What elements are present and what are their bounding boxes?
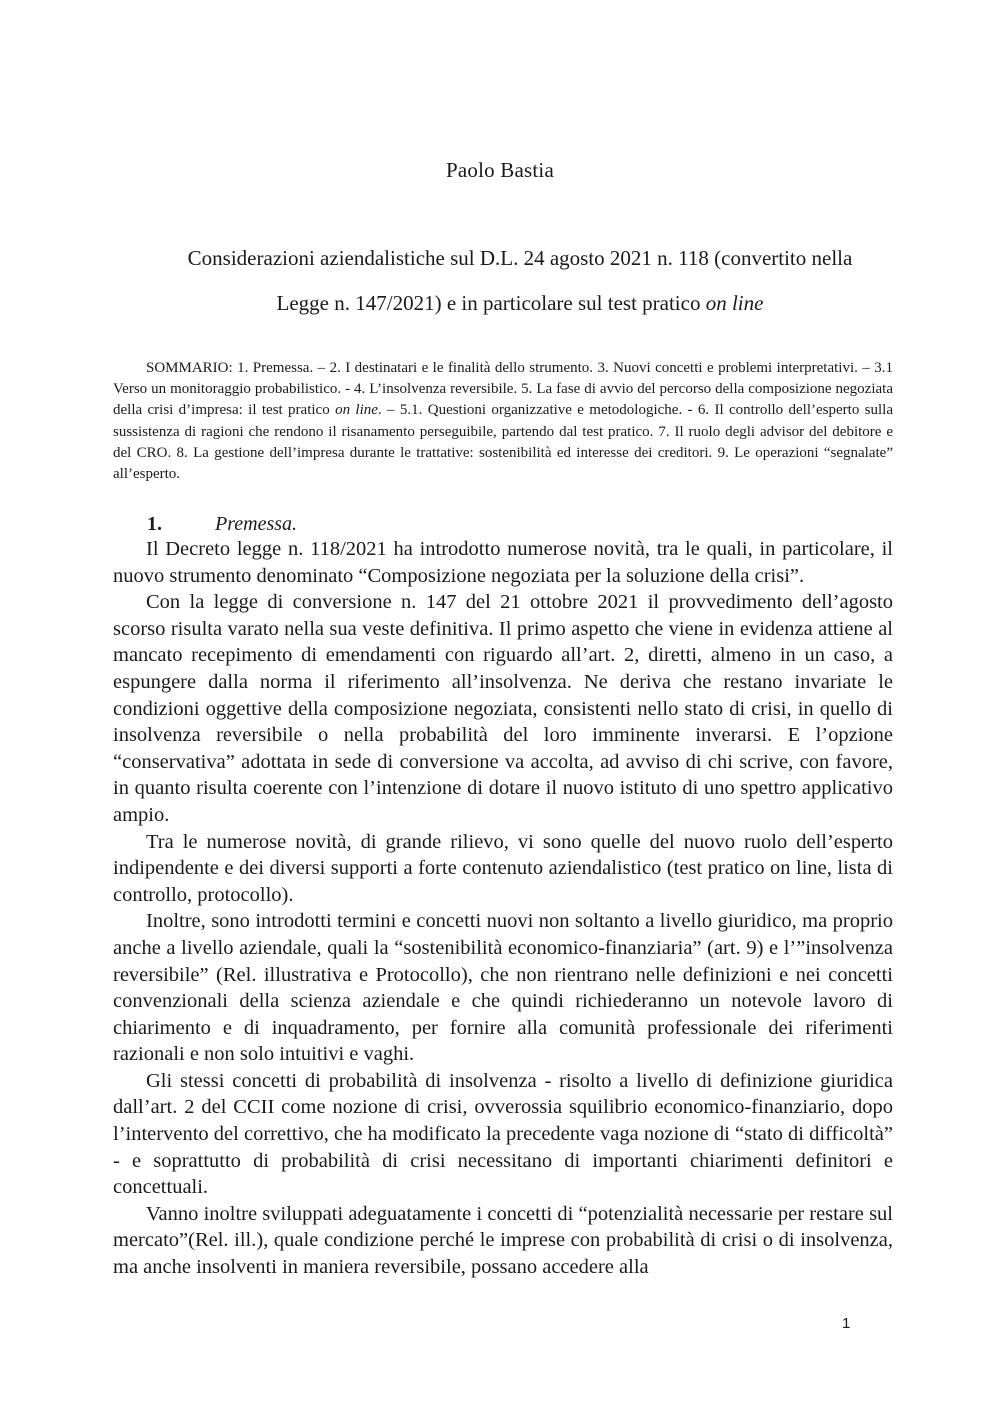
title-line-2 (140, 281, 900, 326)
summary-part-2: . – 5.1. Questioni organizzative e metodologiche. - 6. Il controllo dell’esperto sulla sussistenza di ragioni che rendono il risanamento perseguibile, partendo dal test pratico. 7. Il ruolo degli advisor del debitore e del CRO. 8. La gestione dell’impresa durante le trattative: sostenibilità ed interesse dei creditori. 9. Le operazioni “segnalate” all’esperto. (113, 402, 894, 483)
author-name: Paolo Bastia (446, 158, 554, 182)
page-number: 1 (842, 1315, 851, 1332)
paragraph: Con la legge di conversione n. 147 del 21 ottobre 2021 il provvedimento dell’agosto scorso risulta varato nella sua veste definitiva. Il primo aspetto che viene in evidenza attiene al mancato recepimento di emendamenti con riguardo all’art. 2, diretti, almeno in un caso, a espungere dalla norma il riferimento all’insolvenza. Ne deriva che restano invariate le condizioni oggettive della composizione negoziata, consistenti nello stato di crisi, in quello di insolvenza reversibile o nella probabilità del loro imminente inverarsi. E l’opzione “conservativa” adottata in sede di conversione va accolta, ad avviso di chi scrive, con favore, in quanto risulta coerente con l’intenzione di dotare il nuovo istituto di uno spettro applicativo ampio. (113, 591, 893, 826)
summary-abstract (113, 358, 893, 485)
summary-italic: on line (335, 402, 378, 419)
section-title: Premessa. (215, 513, 298, 535)
title-line-1: Considerazioni aziendalistiche sul D.L. 24 agosto 2021 n. 118 (convertito nella (187, 246, 853, 270)
section-heading (147, 513, 297, 536)
summary-part-1: SOMMARIO: 1. Premessa. – 2. I destinatari e le finalità dello strumento. 3. Nuovi concetti e problemi interpretativi. – 3.1 Verso un monitoraggio probabilistico. - 4. L’insolvenza reversibile. 5. La fase di avvio del percorso della composizione negoziata della crisi d’impresa: il test pratico (113, 360, 893, 419)
paragraph: Tra le numerose novità, di grande rilievo, vi sono quelle del nuovo ruolo dell’esperto indipendente e dei diversi supporti a forte contenuto aziendalistico (test pratico on line, lista di controllo, protocollo). (113, 830, 893, 906)
paragraph: Il Decreto legge n. 118/2021 ha introdotto numerose novità, tra le quali, in particolare, il nuovo strumento denominato “Composizione negoziata per la soluzione della crisi”. (113, 538, 893, 587)
paragraph: Inoltre, sono introdotti termini e concetti nuovi non soltanto a livello giuridico, ma proprio anche a livello aziendale, quali la “sostenibilità economico-finanziaria” (art. 9) e l’”insolvenza reversibile” (Rel. illustrativa e Protocollo), che non rientrano nelle definizioni e nei concetti convenzionali della scienza aziendale e che quindi richiederanno un notevole lavoro di chiarimento e di inquadramento, per fornire alla comunità professionale dei riferimenti razionali e non solo intuitivi e vaghi. (113, 910, 893, 1066)
paragraph: Vanno inoltre sviluppati adeguatamente i concetti di “potenzialità necessarie per restare sul mercato”(Rel. ill.), quale condizione perché le imprese con probabilità di crisi o di insolvenza, ma anche insolventi in maniera reversibile, possano accedere alla (113, 1202, 893, 1279)
title-line-2-text: Legge n. 147/2021) e in particolare sul test pratico (276, 291, 706, 315)
body-text (113, 536, 893, 1281)
title-line-2-italic: on line (705, 291, 764, 315)
paragraph: Gli stessi concetti di probabilità di insolvenza - risolto a livello di definizione giuridica dall’art. 2 del CCII come nozione di crisi, ovverossia squilibrio economico-finanziario, dopo l’intervento del correttivo, che ha modificato la precedente vaga nozione di “stato di difficoltà” - e soprattutto di probabilità di crisi necessitano di importanti chiarimenti definitori e concettuali. (113, 1069, 893, 1199)
document-title (140, 236, 900, 326)
section-number: 1. (147, 513, 162, 535)
